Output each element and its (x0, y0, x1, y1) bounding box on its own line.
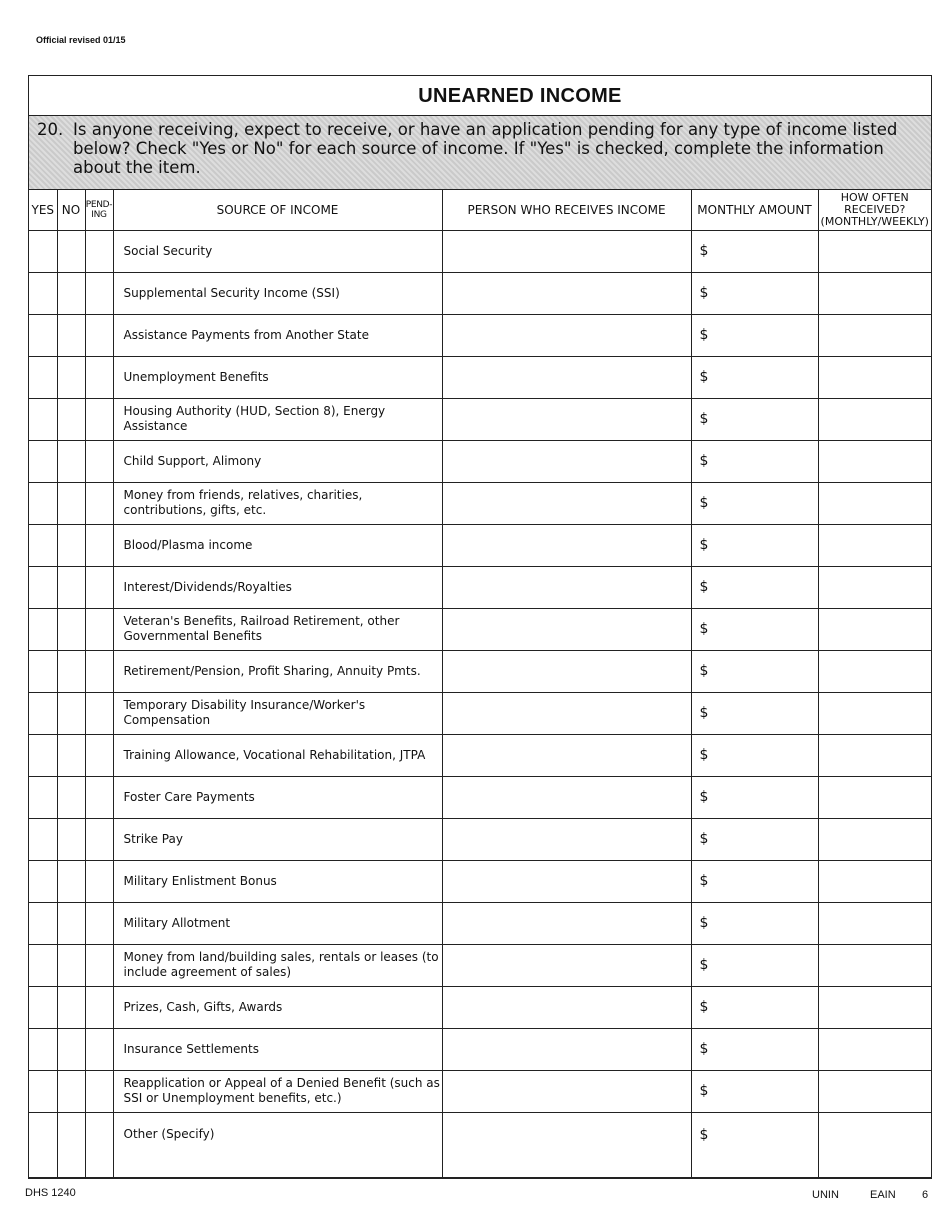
income-table (29, 190, 931, 1178)
monthly-amount-field[interactable]: $ (691, 1112, 818, 1177)
income-source: Housing Authority (HUD, Section 8), Energy Assistance (113, 398, 442, 440)
how-often-field[interactable] (818, 482, 931, 524)
yes-checkbox[interactable] (29, 986, 57, 1028)
monthly-amount-field[interactable]: $ (691, 398, 818, 440)
no-checkbox[interactable] (57, 1070, 85, 1112)
person-field[interactable] (442, 818, 691, 860)
monthly-amount-field[interactable]: $ (691, 440, 818, 482)
pending-checkbox[interactable] (85, 1070, 113, 1112)
pending-checkbox[interactable] (85, 650, 113, 692)
how-often-field[interactable] (818, 818, 931, 860)
revision-note: Official revised 01/15 (36, 35, 126, 45)
no-checkbox[interactable] (57, 734, 85, 776)
income-row (29, 356, 931, 398)
income-source: Blood/Plasma income (113, 524, 442, 566)
income-source: Strike Pay (113, 818, 442, 860)
income-row (29, 692, 931, 734)
yes-checkbox[interactable] (29, 902, 57, 944)
how-often-field[interactable] (818, 566, 931, 608)
income-row (29, 902, 931, 944)
income-source: Military Allotment (113, 902, 442, 944)
pending-checkbox[interactable] (85, 1028, 113, 1070)
how-often-field[interactable] (818, 1028, 931, 1070)
no-checkbox[interactable] (57, 818, 85, 860)
question-number: 20. (37, 120, 64, 139)
income-source: Training Allowance, Vocational Rehabilitation, JTPA (113, 734, 442, 776)
yes-checkbox[interactable] (29, 608, 57, 650)
income-row (29, 398, 931, 440)
how-often-field[interactable] (818, 1070, 931, 1112)
person-field[interactable] (442, 524, 691, 566)
pending-checkbox[interactable] (85, 860, 113, 902)
income-row (29, 860, 931, 902)
person-field[interactable] (442, 482, 691, 524)
income-rows (29, 230, 931, 1177)
income-source: Prizes, Cash, Gifts, Awards (113, 986, 442, 1028)
no-checkbox[interactable] (57, 986, 85, 1028)
person-field[interactable] (442, 650, 691, 692)
no-checkbox[interactable] (57, 314, 85, 356)
income-source: Interest/Dividends/Royalties (113, 566, 442, 608)
income-row (29, 1112, 931, 1177)
yes-checkbox[interactable] (29, 944, 57, 986)
pending-checkbox[interactable] (85, 566, 113, 608)
header-row (29, 190, 931, 230)
code-eain: EAIN (870, 1189, 896, 1201)
no-checkbox[interactable] (57, 860, 85, 902)
income-source: Unemployment Benefits (113, 356, 442, 398)
pending-checkbox[interactable] (85, 902, 113, 944)
income-row (29, 608, 931, 650)
yes-checkbox[interactable] (29, 818, 57, 860)
how-often-field[interactable] (818, 230, 931, 272)
monthly-amount-field[interactable]: $ (691, 356, 818, 398)
income-source: Child Support, Alimony (113, 440, 442, 482)
how-often-field[interactable] (818, 608, 931, 650)
person-field[interactable] (442, 1070, 691, 1112)
how-often-field[interactable] (818, 356, 931, 398)
no-checkbox[interactable] (57, 524, 85, 566)
form-title: UNEARNED INCOME (29, 76, 931, 116)
pending-checkbox[interactable] (85, 314, 113, 356)
question-20 (29, 116, 931, 190)
yes-checkbox[interactable] (29, 860, 57, 902)
income-row (29, 1070, 931, 1112)
how-often-field[interactable] (818, 692, 931, 734)
income-row (29, 314, 931, 356)
how-often-field[interactable] (818, 734, 931, 776)
person-field[interactable] (442, 566, 691, 608)
how-often-field[interactable] (818, 314, 931, 356)
form-id: DHS 1240 (25, 1187, 76, 1199)
pending-checkbox[interactable] (85, 944, 113, 986)
how-often-field[interactable] (818, 1112, 931, 1177)
no-checkbox[interactable] (57, 482, 85, 524)
no-checkbox[interactable] (57, 356, 85, 398)
income-source: Reapplication or Appeal of a Denied Benefit (such as SSI or Unemployment benefits, etc.) (113, 1070, 442, 1112)
yes-checkbox[interactable] (29, 734, 57, 776)
monthly-amount-field[interactable]: $ (691, 650, 818, 692)
monthly-amount-field[interactable]: $ (691, 944, 818, 986)
how-often-field[interactable] (818, 944, 931, 986)
income-source: Retirement/Pension, Profit Sharing, Annuity Pmts. (113, 650, 442, 692)
monthly-amount-field[interactable]: $ (691, 566, 818, 608)
yes-checkbox[interactable] (29, 776, 57, 818)
income-row (29, 482, 931, 524)
income-row (29, 440, 931, 482)
yes-checkbox[interactable] (29, 482, 57, 524)
income-row (29, 566, 931, 608)
monthly-amount-field[interactable]: $ (691, 902, 818, 944)
person-field[interactable] (442, 734, 691, 776)
person-field[interactable] (442, 608, 691, 650)
yes-checkbox[interactable] (29, 398, 57, 440)
income-row (29, 986, 931, 1028)
income-source: Foster Care Payments (113, 776, 442, 818)
how-often-field[interactable] (818, 860, 931, 902)
no-checkbox[interactable] (57, 1028, 85, 1070)
pending-checkbox[interactable] (85, 734, 113, 776)
pending-checkbox[interactable] (85, 986, 113, 1028)
monthly-amount-field[interactable]: $ (691, 482, 818, 524)
page-number: 6 (922, 1189, 929, 1201)
yes-checkbox[interactable] (29, 1070, 57, 1112)
monthly-amount-field[interactable]: $ (691, 524, 818, 566)
code-unin: UNIN (812, 1189, 839, 1201)
how-often-field[interactable] (818, 986, 931, 1028)
income-row (29, 650, 931, 692)
person-field[interactable] (442, 356, 691, 398)
col-source: SOURCE OF INCOME (113, 190, 442, 230)
col-amount: MONTHLY AMOUNT (691, 190, 818, 230)
income-source: Temporary Disability Insurance/Worker's Compensation (113, 692, 442, 734)
income-row (29, 734, 931, 776)
person-field[interactable] (442, 692, 691, 734)
person-field[interactable] (442, 272, 691, 314)
income-row (29, 230, 931, 272)
yes-checkbox[interactable] (29, 650, 57, 692)
monthly-amount-field[interactable]: $ (691, 272, 818, 314)
yes-checkbox[interactable] (29, 314, 57, 356)
how-often-field[interactable] (818, 272, 931, 314)
pending-checkbox[interactable] (85, 440, 113, 482)
income-row (29, 944, 931, 986)
income-source: Veteran's Benefits, Railroad Retirement, other Governmental Benefits (113, 608, 442, 650)
income-row (29, 524, 931, 566)
monthly-amount-field[interactable]: $ (691, 1028, 818, 1070)
how-often-field[interactable] (818, 398, 931, 440)
no-checkbox[interactable] (57, 440, 85, 482)
monthly-amount-field[interactable]: $ (691, 608, 818, 650)
person-field[interactable] (442, 1112, 691, 1177)
income-row (29, 1028, 931, 1070)
col-how-often: HOW OFTEN RECEIVED? (MONTHLY/WEEKLY) (818, 190, 931, 230)
no-checkbox[interactable] (57, 902, 85, 944)
question-text: Is anyone receiving, expect to receive, or have an application pending for any type of income listed below? Check "Yes or No" for each source of income. If "Yes" is checked, complete the information about the item. (73, 120, 898, 177)
col-yes: YES (29, 190, 57, 230)
income-row (29, 776, 931, 818)
person-field[interactable] (442, 398, 691, 440)
no-checkbox[interactable] (57, 608, 85, 650)
income-row (29, 818, 931, 860)
yes-checkbox[interactable] (29, 524, 57, 566)
person-field[interactable] (442, 902, 691, 944)
income-source: Other (Specify) (113, 1112, 442, 1177)
monthly-amount-field[interactable]: $ (691, 776, 818, 818)
pending-checkbox[interactable] (85, 776, 113, 818)
yes-checkbox[interactable] (29, 692, 57, 734)
person-field[interactable] (442, 314, 691, 356)
pending-checkbox[interactable] (85, 482, 113, 524)
pending-checkbox[interactable] (85, 1112, 113, 1177)
monthly-amount-field[interactable]: $ (691, 734, 818, 776)
pending-checkbox[interactable] (85, 272, 113, 314)
pending-checkbox[interactable] (85, 608, 113, 650)
yes-checkbox[interactable] (29, 566, 57, 608)
no-checkbox[interactable] (57, 650, 85, 692)
col-person: PERSON WHO RECEIVES INCOME (442, 190, 691, 230)
unearned-income-form (28, 75, 932, 1179)
monthly-amount-field[interactable]: $ (691, 1070, 818, 1112)
income-source: Social Security (113, 230, 442, 272)
income-source: Money from land/building sales, rentals or leases (to include agreement of sales) (113, 944, 442, 986)
pending-checkbox[interactable] (85, 230, 113, 272)
no-checkbox[interactable] (57, 398, 85, 440)
how-often-field[interactable] (818, 440, 931, 482)
col-pending: PEND-ING (85, 190, 113, 230)
monthly-amount-field[interactable]: $ (691, 860, 818, 902)
income-source: Insurance Settlements (113, 1028, 442, 1070)
person-field[interactable] (442, 860, 691, 902)
no-checkbox[interactable] (57, 944, 85, 986)
monthly-amount-field[interactable]: $ (691, 692, 818, 734)
col-no: NO (57, 190, 85, 230)
income-source: Supplemental Security Income (SSI) (113, 272, 442, 314)
pending-checkbox[interactable] (85, 356, 113, 398)
person-field[interactable] (442, 440, 691, 482)
income-source: Money from friends, relatives, charities, contributions, gifts, etc. (113, 482, 442, 524)
yes-checkbox[interactable] (29, 1112, 57, 1177)
pending-checkbox[interactable] (85, 524, 113, 566)
monthly-amount-field[interactable]: $ (691, 986, 818, 1028)
no-checkbox[interactable] (57, 692, 85, 734)
person-field[interactable] (442, 230, 691, 272)
no-checkbox[interactable] (57, 230, 85, 272)
no-checkbox[interactable] (57, 272, 85, 314)
how-often-field[interactable] (818, 776, 931, 818)
monthly-amount-field[interactable]: $ (691, 818, 818, 860)
pending-checkbox[interactable] (85, 692, 113, 734)
pending-checkbox[interactable] (85, 398, 113, 440)
income-source: Military Enlistment Bonus (113, 860, 442, 902)
no-checkbox[interactable] (57, 1112, 85, 1177)
yes-checkbox[interactable] (29, 440, 57, 482)
yes-checkbox[interactable] (29, 1028, 57, 1070)
person-field[interactable] (442, 1028, 691, 1070)
person-field[interactable] (442, 944, 691, 986)
how-often-field[interactable] (818, 902, 931, 944)
person-field[interactable] (442, 986, 691, 1028)
person-field[interactable] (442, 776, 691, 818)
how-often-field[interactable] (818, 650, 931, 692)
no-checkbox[interactable] (57, 776, 85, 818)
pending-checkbox[interactable] (85, 818, 113, 860)
monthly-amount-field[interactable]: $ (691, 230, 818, 272)
yes-checkbox[interactable] (29, 356, 57, 398)
income-source: Assistance Payments from Another State (113, 314, 442, 356)
no-checkbox[interactable] (57, 566, 85, 608)
monthly-amount-field[interactable]: $ (691, 314, 818, 356)
yes-checkbox[interactable] (29, 272, 57, 314)
how-often-field[interactable] (818, 524, 931, 566)
income-row (29, 272, 931, 314)
yes-checkbox[interactable] (29, 230, 57, 272)
